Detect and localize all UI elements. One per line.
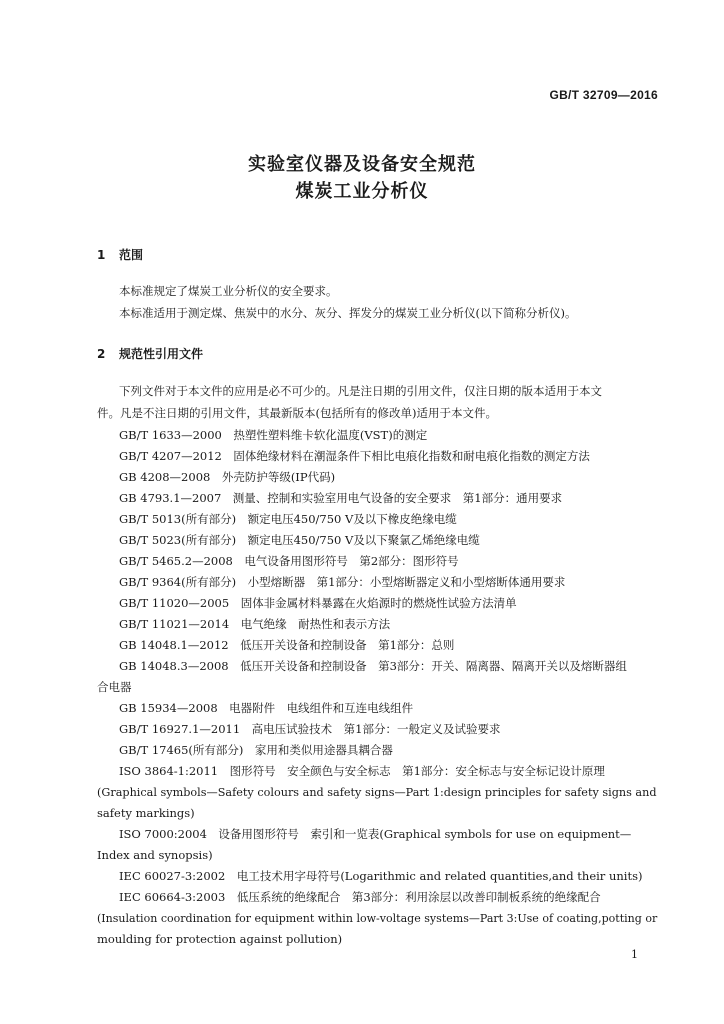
reference-item-continuation: Index and synopsis): [97, 848, 213, 862]
reference-item: GB 14048.1—2012 低压开关设备和控制设备 第1部分：总则: [119, 638, 455, 652]
reference-item: GB 4793.1—2007 测量、控制和实验室用电气设备的安全要求 第1部分：通用要求: [119, 491, 563, 505]
paragraph: 本标准规定了煤炭工业分析仪的安全要求。: [119, 284, 338, 298]
reference-item-continuation: safety markings): [97, 806, 195, 820]
reference-item: GB/T 11020—2005 固体非金属材料暴露在火焰源时的燃烧性试验方法清单: [119, 596, 517, 610]
reference-item: GB/T 9364(所有部分) 小型熔断器 第1部分：小型熔断器定义和小型熔断体通用要求: [119, 575, 566, 589]
section-title: 规范性引用文件: [119, 347, 204, 361]
document-title: 实验室仪器及设备安全规范: [248, 154, 476, 175]
page-number: 1: [631, 948, 638, 961]
paragraph: 本标准适用于测定煤、焦炭中的水分、灰分、挥发分的煤炭工业分析仪(以下简称分析仪)。: [119, 306, 577, 320]
reference-item: GB/T 11021—2014 电气绝缘 耐热性和表示方法: [119, 617, 391, 631]
section-number: 2: [97, 347, 106, 361]
reference-item: IEC 60664-3:2003 低压系统的绝缘配合 第3部分：利用涂层以改善印制板系统的绝缘配合: [119, 890, 601, 904]
reference-item: GB/T 17465(所有部分) 家用和类似用途器具耦合器: [119, 743, 393, 757]
reference-item: GB/T 5023(所有部分) 额定电压450/750 V及以下聚氯乙烯绝缘电缆: [119, 533, 480, 547]
document-subtitle: 煤炭工业分析仪: [295, 181, 429, 202]
reference-item: GB/T 5465.2—2008 电气设备用图形符号 第2部分：图形符号: [119, 554, 459, 568]
reference-item: GB/T 5013(所有部分) 额定电压450/750 V及以下橡皮绝缘电缆: [119, 512, 457, 526]
reference-item-continuation: (Graphical symbols—Safety colours and safety signs—Part 1:design principles for safety signs and: [97, 785, 657, 799]
reference-item: ISO 7000:2004 设备用图形符号 索引和一览表(Graphical symbols for use on equipment—: [119, 827, 632, 841]
section-heading-scope: [97, 246, 143, 263]
reference-item: IEC 60027-3:2002 电工技术用字母符号(Logarithmic and related quantities,and their units): [119, 869, 643, 883]
section-title: 范围: [119, 248, 144, 262]
reference-item: GB/T 4207—2012 固体绝缘材料在潮湿条件下相比电痕化指数和耐电痕化指数的测定方法: [119, 449, 590, 463]
reference-item: GB/T 1633—2000 热塑性塑料维卡软化温度(VST)的测定: [119, 428, 428, 442]
reference-item-continuation: moulding for protection against pollution): [97, 932, 343, 946]
reference-item: GB 4208—2008 外壳防护等级(IP代码): [119, 470, 336, 484]
reference-item: GB 14048.3—2008 低压开关设备和控制设备 第3部分：开关、隔离器、隔离开关以及熔断器组: [119, 659, 627, 673]
reference-item-continuation: 合电器: [97, 680, 132, 694]
section-number: 1: [97, 248, 106, 262]
section-heading-normative-references: [97, 345, 203, 362]
standard-code: GB/T 32709—2016: [549, 88, 658, 102]
reference-item-continuation: (Insulation coordination for equipment within low-voltage systems—Part 3:Use of coating,potting or: [97, 911, 658, 925]
reference-item: GB 15934—2008 电器附件 电线组件和互连电线组件: [119, 701, 414, 715]
reference-item: ISO 3864-1:2011 图形符号 安全颜色与安全标志 第1部分：安全标志与安全标记设计原理: [119, 764, 605, 778]
paragraph-line: 下列文件对于本文件的应用是必不可少的。凡是注日期的引用文件，仅注日期的版本适用于本文: [119, 384, 602, 398]
reference-item: GB/T 16927.1—2011 高电压试验技术 第1部分：一般定义及试验要求: [119, 722, 501, 736]
paragraph-line: 件。凡是不注日期的引用文件，其最新版本(包括所有的修改单)适用于本文件。: [97, 406, 497, 420]
